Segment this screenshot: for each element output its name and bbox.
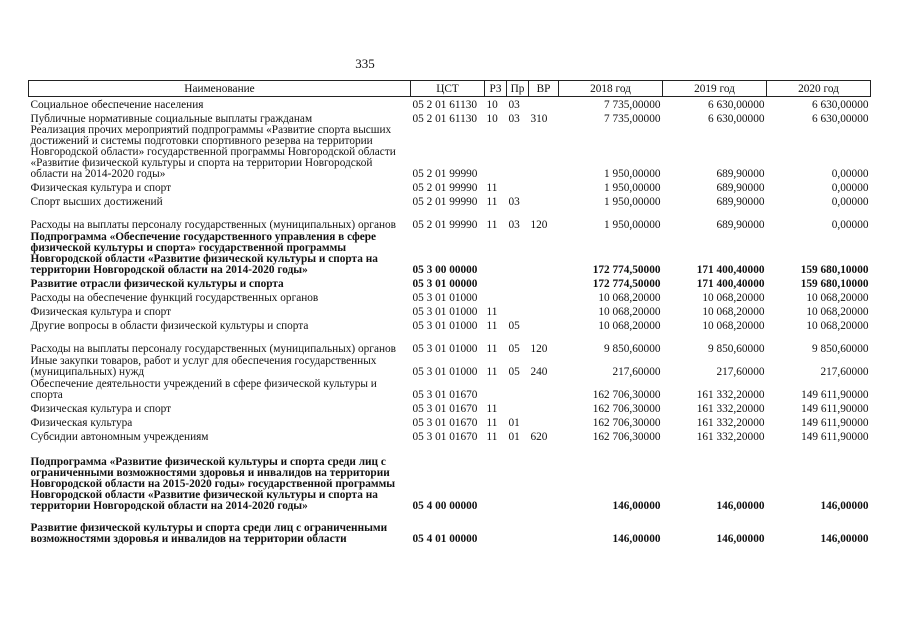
cell-pr [507, 401, 529, 415]
cell-vr [529, 401, 559, 415]
cell-rz: 10 [486, 113, 498, 125]
cell-pr: 01 [508, 417, 520, 429]
cell-name: Физическая культура и спорт [30, 403, 172, 415]
cell-2018: 162 706,30000 [592, 417, 661, 429]
cell-cst: 05 3 01 01000 [412, 366, 478, 378]
cell-2018: 7 735,00000 [604, 99, 661, 111]
cell-2018: 9 850,60000 [604, 343, 661, 355]
cell-2019: 10 068,20000 [702, 320, 765, 332]
cell-name: Развитие физической культуры и спорта среди лиц с ограниченными возможностями здоровья и инвалидов на территории области [30, 522, 388, 545]
cell-name: Расходы на обеспечение функций государственных органов [30, 292, 319, 304]
cell-name: Развитие отрасли физической культуры и спорта [30, 278, 284, 290]
cell-2020: 10 068,20000 [806, 306, 869, 318]
cell-cst: 05 3 01 01000 [412, 292, 478, 304]
cell-rz [485, 290, 507, 304]
cell-2018: 172 774,50000 [592, 264, 661, 276]
table-row [29, 276, 871, 290]
cell-name: Физическая культура и спорт [30, 182, 172, 194]
cell-name: Расходы на выплаты персоналу государственных (муниципальных) органов [30, 219, 396, 231]
cell-cst: 05 3 01 01670 [412, 417, 478, 429]
cell-pr: 03 [508, 219, 520, 231]
table-row [29, 111, 871, 125]
cell-2018: 10 068,20000 [598, 306, 661, 318]
cell-2019: 9 850,60000 [708, 343, 765, 355]
cell-2018: 162 706,30000 [592, 431, 661, 443]
cell-2019: 171 400,40000 [696, 264, 765, 276]
table-row [29, 97, 871, 112]
header-2020: 2020 год [767, 81, 871, 97]
table-row [29, 512, 871, 545]
cell-2020: 0,00000 [831, 168, 869, 180]
cell-2019: 10 068,20000 [702, 292, 765, 304]
cell-name: Реализация прочих мероприятий подпрограммы «Развитие спорта высших достижений и системы подготовки спортивного резерва на территории Новгородской области» государственной программы Новгородской области «Развитие физической культуры и спорта на территории Новгородской области на 2014-2020 годы» [30, 125, 396, 180]
cell-pr [507, 443, 529, 512]
cell-2020: 6 630,00000 [812, 99, 869, 111]
cell-rz: 11 [486, 343, 498, 355]
cell-2019: 6 630,00000 [708, 99, 765, 111]
cell-pr: 05 [508, 320, 520, 332]
cell-2019: 161 332,20000 [696, 389, 765, 401]
cell-name: Подпрограмма «Обеспечение государственного управления в сфере физической культуры и спорта» государственной программы Новгородской области «Развитие физической культуры и спорта на территории Новгородской области на 2014-2020 годы» [30, 231, 378, 276]
cell-2020: 0,00000 [831, 196, 869, 208]
cell-pr [507, 276, 529, 290]
header-rz: РЗ [485, 81, 507, 97]
cell-rz: 11 [486, 196, 498, 208]
cell-rz: 11 [486, 431, 498, 443]
cell-2020: 149 611,90000 [801, 389, 869, 401]
cell-cst: 05 2 01 99990 [412, 168, 478, 180]
cell-2019: 171 400,40000 [696, 278, 765, 290]
header-2019: 2019 год [663, 81, 767, 97]
cell-rz [485, 276, 507, 290]
cell-pr [507, 512, 529, 545]
cell-name: Подпрограмма «Развитие физической культуры и спорта среди лиц с ограниченными возможностями здоровья и инвалидов на территории Новгородской области на 2015-2020 годы» государственной программы Новгородской области «Развитие физической культуры и спорта на территории Новгородской области на 2014-2020 годы» [30, 456, 396, 512]
cell-vr [529, 194, 559, 208]
cell-vr: 120 [530, 343, 548, 355]
cell-vr: 120 [530, 219, 548, 231]
cell-vr [529, 125, 559, 180]
cell-2018: 217,60000 [612, 366, 661, 378]
cell-cst: 05 3 01 00000 [412, 278, 478, 290]
cell-2019: 689,90000 [716, 219, 765, 231]
cell-2020: 149 611,90000 [801, 417, 869, 429]
table-row [29, 290, 871, 304]
cell-cst: 05 2 01 99990 [412, 196, 478, 208]
cell-rz: 10 [486, 99, 498, 111]
cell-2020: 149 611,90000 [801, 431, 869, 443]
cell-rz [485, 125, 507, 180]
cell-cst: 05 4 00 00000 [412, 500, 478, 512]
table-header [29, 81, 871, 97]
cell-vr [529, 290, 559, 304]
cell-2019: 217,60000 [716, 366, 765, 378]
cell-cst: 05 3 01 01000 [412, 320, 478, 332]
cell-name: Расходы на выплаты персоналу государственных (муниципальных) органов [30, 343, 396, 355]
table-body [29, 97, 871, 546]
cell-2018: 146,00000 [612, 500, 661, 512]
cell-cst: 05 3 01 01000 [412, 306, 478, 318]
table-row [29, 332, 871, 355]
cell-vr [529, 304, 559, 318]
cell-name: Физическая культура и спорт [30, 306, 172, 318]
cell-cst: 05 3 01 01670 [412, 389, 478, 401]
cell-2018: 1 950,00000 [604, 182, 661, 194]
cell-cst: 05 3 01 01670 [412, 431, 478, 443]
cell-pr: 03 [508, 113, 520, 125]
cell-pr: 03 [508, 196, 520, 208]
header-cst: ЦСТ [411, 81, 485, 97]
page-number: 335 [355, 56, 375, 71]
table-row [29, 318, 871, 332]
cell-vr [529, 276, 559, 290]
cell-vr: 620 [530, 431, 548, 443]
cell-2020: 146,00000 [820, 533, 869, 545]
cell-2020: 0,00000 [831, 182, 869, 194]
cell-2020: 0,00000 [831, 219, 869, 231]
cell-vr [529, 378, 559, 401]
table-row [29, 415, 871, 429]
header-name: Наименование [29, 81, 411, 97]
cell-cst: 05 4 01 00000 [412, 533, 478, 545]
cell-pr: 01 [508, 431, 520, 443]
cell-2020: 10 068,20000 [806, 320, 869, 332]
cell-2019: 161 332,20000 [696, 417, 765, 429]
cell-pr [507, 304, 529, 318]
cell-2019: 10 068,20000 [702, 306, 765, 318]
cell-cst: 05 2 01 61130 [412, 99, 478, 111]
table-row [29, 208, 871, 231]
cell-2019: 161 332,20000 [696, 403, 765, 415]
cell-vr [529, 97, 559, 112]
table-row [29, 180, 871, 194]
cell-rz: 11 [486, 182, 498, 194]
cell-pr [507, 180, 529, 194]
cell-2020: 159 680,10000 [800, 278, 869, 290]
cell-2019: 6 630,00000 [708, 113, 765, 125]
cell-2018: 7 735,00000 [604, 113, 661, 125]
cell-2019: 689,90000 [716, 168, 765, 180]
cell-vr: 310 [530, 113, 548, 125]
table-row [29, 378, 871, 401]
cell-cst: 05 3 01 01000 [412, 343, 478, 355]
cell-2020: 10 068,20000 [806, 292, 869, 304]
cell-rz: 11 [486, 320, 498, 332]
cell-vr [529, 318, 559, 332]
budget-table [28, 80, 871, 545]
cell-name: Спорт высших достижений [30, 196, 163, 208]
cell-2018: 172 774,50000 [592, 278, 661, 290]
cell-rz: 11 [486, 403, 498, 415]
cell-2019: 161 332,20000 [696, 431, 765, 443]
cell-2019: 146,00000 [716, 500, 765, 512]
cell-2018: 10 068,20000 [598, 292, 661, 304]
cell-name: Физическая культура [30, 417, 133, 429]
cell-2018: 10 068,20000 [598, 320, 661, 332]
cell-cst: 05 3 00 00000 [412, 264, 478, 276]
cell-pr [507, 231, 529, 276]
cell-2018: 1 950,00000 [604, 168, 661, 180]
cell-2018: 162 706,30000 [592, 389, 661, 401]
cell-vr [529, 231, 559, 276]
cell-2019: 689,90000 [716, 182, 765, 194]
cell-rz [485, 443, 507, 512]
cell-name: Публичные нормативные социальные выплаты гражданам [30, 113, 313, 125]
cell-vr [529, 512, 559, 545]
cell-2020: 9 850,60000 [812, 343, 869, 355]
table-row [29, 355, 871, 378]
table-row [29, 194, 871, 208]
cell-name: Другие вопросы в области физической культуры и спорта [30, 320, 309, 332]
cell-cst: 05 2 01 99990 [412, 219, 478, 231]
cell-pr [507, 290, 529, 304]
cell-2020: 217,60000 [820, 366, 869, 378]
cell-pr: 03 [508, 99, 520, 111]
cell-2018: 162 706,30000 [592, 403, 661, 415]
cell-2018: 146,00000 [612, 533, 661, 545]
cell-name: Иные закупки товаров, работ и услуг для обеспечения государственных (муниципальных) нужд [30, 355, 377, 378]
cell-pr [507, 125, 529, 180]
cell-rz: 11 [486, 366, 498, 378]
cell-2020: 6 630,00000 [812, 113, 869, 125]
table-row [29, 125, 871, 180]
cell-2020: 146,00000 [820, 500, 869, 512]
cell-vr: 240 [530, 366, 548, 378]
header-2018: 2018 год [559, 81, 663, 97]
cell-name: Субсидии автономным учреждениям [30, 431, 209, 443]
cell-rz [485, 512, 507, 545]
header-pr: Пр [507, 81, 529, 97]
cell-vr [529, 415, 559, 429]
cell-pr: 05 [508, 366, 520, 378]
table-row [29, 304, 871, 318]
cell-2018: 1 950,00000 [604, 196, 661, 208]
cell-cst: 05 3 01 01670 [412, 403, 478, 415]
table-row [29, 401, 871, 415]
table-row [29, 443, 871, 512]
cell-vr [529, 180, 559, 194]
cell-2020: 159 680,10000 [800, 264, 869, 276]
cell-name: Обеспечение деятельности учреждений в сфере физической культуры и спорта [30, 378, 377, 401]
cell-rz: 11 [486, 219, 498, 231]
cell-rz: 11 [486, 417, 498, 429]
cell-vr [529, 443, 559, 512]
cell-2020: 149 611,90000 [801, 403, 869, 415]
cell-2019: 146,00000 [716, 533, 765, 545]
table-row [29, 231, 871, 276]
table-row [29, 429, 871, 443]
cell-name: Социальное обеспечение населения [30, 99, 204, 111]
header-vr: ВР [529, 81, 559, 97]
cell-cst: 05 2 01 99990 [412, 182, 478, 194]
cell-rz [485, 231, 507, 276]
cell-2018: 1 950,00000 [604, 219, 661, 231]
cell-rz: 11 [486, 306, 498, 318]
cell-pr: 05 [508, 343, 520, 355]
cell-rz [485, 378, 507, 401]
cell-2019: 689,90000 [716, 196, 765, 208]
cell-pr [507, 378, 529, 401]
cell-cst: 05 2 01 61130 [412, 113, 478, 125]
